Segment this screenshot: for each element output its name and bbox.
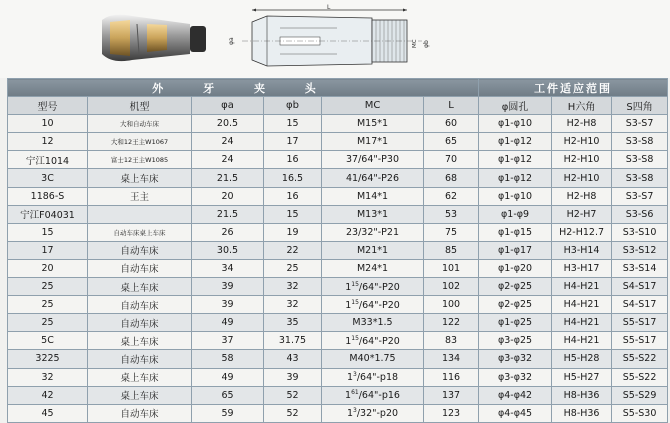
cell-round-hole: φ1-φ10 [479, 115, 552, 133]
cell-mc: $1^{61}/64"-p16$ [322, 386, 424, 404]
cell-hex: H3-H14 [552, 241, 612, 259]
cell-phi-b: 35 [264, 314, 322, 332]
cell-round-hole: φ1-φ12 [479, 133, 552, 151]
cell-machine: 自动车床 [88, 350, 192, 368]
header-phi-a: φa [192, 97, 264, 115]
cell-phi-b: 16.5 [264, 169, 322, 187]
cell-round-hole: φ1-φ9 [479, 205, 552, 223]
phi-b-label: φb [423, 40, 430, 48]
cell-square: S3-S14 [612, 259, 668, 277]
cell-phi-b: 25 [264, 259, 322, 277]
cell-l: 60 [424, 115, 479, 133]
cell-l: 116 [424, 368, 479, 386]
cell-phi-a: 20 [192, 187, 264, 205]
cell-l: 65 [424, 133, 479, 151]
cell-machine: 自动车床桌上车床 [88, 223, 192, 241]
cell-round-hole: φ4-φ45 [479, 404, 552, 422]
cell-hex: H5-H27 [552, 368, 612, 386]
cell-phi-a: 34 [192, 259, 264, 277]
cell-phi-a: 21.5 [192, 205, 264, 223]
cell-phi-a: 20.5 [192, 115, 264, 133]
cell-mc: M14*1 [322, 187, 424, 205]
cell-phi-a: 30.5 [192, 241, 264, 259]
cell-square: S5-S30 [612, 404, 668, 422]
cell-mc: M13*1 [322, 205, 424, 223]
cell-hex: H4-H21 [552, 314, 612, 332]
cell-phi-b: 52 [264, 404, 322, 422]
cell-hex: H4-H21 [552, 296, 612, 314]
cell-machine: 自动车床 [88, 296, 192, 314]
cell-machine: 王主 [88, 187, 192, 205]
table-row [8, 205, 668, 223]
cell-phi-b: 16 [264, 187, 322, 205]
cell-round-hole: φ1-φ12 [479, 169, 552, 187]
cell-hex: H4-H21 [552, 278, 612, 296]
cell-phi-a: 49 [192, 314, 264, 332]
cell-l: 75 [424, 223, 479, 241]
cell-phi-a: 58 [192, 350, 264, 368]
cell-round-hole: φ4-φ42 [479, 386, 552, 404]
table-row [8, 169, 668, 187]
cell-l: 122 [424, 314, 479, 332]
cell-mc: 23/32"-P21 [322, 223, 424, 241]
cell-l: 68 [424, 169, 479, 187]
cell-round-hole: φ1-φ10 [479, 187, 552, 205]
cell-l: 62 [424, 187, 479, 205]
cell-phi-a: 49 [192, 368, 264, 386]
cell-hex: H2-H7 [552, 205, 612, 223]
cell-machine: 桌上车床 [88, 278, 192, 296]
cell-model: 10 [8, 115, 88, 133]
cell-round-hole: φ1-φ20 [479, 259, 552, 277]
cell-l: 123 [424, 404, 479, 422]
cell-square: S3-S8 [612, 133, 668, 151]
cell-round-hole: φ1-φ25 [479, 314, 552, 332]
cell-square: S3-S8 [612, 169, 668, 187]
cell-l: 53 [424, 205, 479, 223]
cell-phi-a: 39 [192, 296, 264, 314]
table-row [8, 278, 668, 296]
cell-phi-b: 15 [264, 115, 322, 133]
cell-hex: H2-H10 [552, 169, 612, 187]
header-round-hole: φ圆孔 [479, 97, 552, 115]
cell-square: S4-S17 [612, 296, 668, 314]
cell-phi-b: 16 [264, 151, 322, 169]
cell-phi-b: 52 [264, 386, 322, 404]
cell-model: 25 [8, 278, 88, 296]
cell-model: 12 [8, 133, 88, 151]
cell-square: S4-S17 [612, 278, 668, 296]
header-hex: H六角 [552, 97, 612, 115]
table-row [8, 368, 668, 386]
cell-model: 42 [8, 386, 88, 404]
cell-hex: H8-H36 [552, 386, 612, 404]
collet-spec-table [7, 78, 668, 423]
table-header-row [8, 97, 668, 115]
cell-phi-b: 32 [264, 278, 322, 296]
cell-phi-a: 26 [192, 223, 264, 241]
table-row [8, 350, 668, 368]
header-machine: 机型 [88, 97, 192, 115]
collet-technical-drawing [222, 4, 442, 74]
cell-hex: H2-H10 [552, 133, 612, 151]
table-row [8, 241, 668, 259]
cell-mc: $1^{15}/64"-P20$ [322, 278, 424, 296]
table-row [8, 259, 668, 277]
cell-l: 101 [424, 259, 479, 277]
cell-phi-a: 24 [192, 151, 264, 169]
cell-square: S5-S17 [612, 314, 668, 332]
table-banner-row [8, 79, 668, 97]
table-row [8, 386, 668, 404]
cell-round-hole: φ3-φ32 [479, 350, 552, 368]
cell-model: 5C [8, 332, 88, 350]
cell-model: 25 [8, 314, 88, 332]
table-row [8, 332, 668, 350]
cell-mc: M24*1 [322, 259, 424, 277]
cell-mc: 37/64"-P30 [322, 151, 424, 169]
cell-l: 100 [424, 296, 479, 314]
cell-phi-b: 19 [264, 223, 322, 241]
cell-mc: 41/64"-P26 [322, 169, 424, 187]
cell-hex: H2-H8 [552, 115, 612, 133]
cell-phi-a: 24 [192, 133, 264, 151]
cell-machine: 自动车床 [88, 404, 192, 422]
cell-phi-a: 59 [192, 404, 264, 422]
cell-hex: H2-H12.7 [552, 223, 612, 241]
table-row [8, 115, 668, 133]
cell-model: 20 [8, 259, 88, 277]
cell-phi-b: 31.75 [264, 332, 322, 350]
table-row [8, 133, 668, 151]
cell-square: S5-S22 [612, 368, 668, 386]
cell-mc: $1^3/32"-p20$ [322, 404, 424, 422]
cell-machine: 桌上车床 [88, 169, 192, 187]
header-l: L [424, 97, 479, 115]
cell-mc: M21*1 [322, 241, 424, 259]
cell-mc: $1^3/64"-p18$ [322, 368, 424, 386]
banner-external-thread-collet: 外 牙 夹 头 [8, 79, 479, 97]
cell-round-hole: φ1-φ12 [479, 151, 552, 169]
cell-l: 137 [424, 386, 479, 404]
table-row [8, 151, 668, 169]
cell-square: S3-S7 [612, 115, 668, 133]
cell-square: S5-S17 [612, 332, 668, 350]
cell-round-hole: φ1-φ17 [479, 241, 552, 259]
cell-machine: 富士12王主W1085 [88, 151, 192, 169]
header-square: S四角 [612, 97, 668, 115]
cell-hex: H2-H10 [552, 151, 612, 169]
cell-phi-b: 15 [264, 205, 322, 223]
cell-model: 宁江F04031 [8, 205, 88, 223]
cell-model: 1186-S [8, 187, 88, 205]
cell-machine: 自动车床 [88, 241, 192, 259]
phi-a-label: φa [228, 37, 235, 45]
cell-phi-b: 32 [264, 296, 322, 314]
cell-hex: H4-H21 [552, 332, 612, 350]
table-row [8, 314, 668, 332]
cell-model: 宁江1014 [8, 151, 88, 169]
cell-machine: 自动车床 [88, 314, 192, 332]
mc-label: MC [412, 39, 418, 48]
cell-round-hole: φ3-φ32 [479, 368, 552, 386]
cell-square: S3-S10 [612, 223, 668, 241]
cell-round-hole: φ2-φ25 [479, 296, 552, 314]
cell-square: S3-S12 [612, 241, 668, 259]
cell-mc: M17*1 [322, 133, 424, 151]
cell-l: 70 [424, 151, 479, 169]
table-row [8, 223, 668, 241]
cell-phi-a: 21.5 [192, 169, 264, 187]
cell-phi-b: 22 [264, 241, 322, 259]
cell-mc: M33*1.5 [322, 314, 424, 332]
table-row [8, 404, 668, 422]
cell-model: 15 [8, 223, 88, 241]
cell-round-hole: φ3-φ25 [479, 332, 552, 350]
cell-hex: H8-H36 [552, 404, 612, 422]
cell-mc: M15*1 [322, 115, 424, 133]
cell-phi-a: 39 [192, 278, 264, 296]
banner-workpiece-range: 工件适应范围 [479, 79, 668, 97]
cell-l: 134 [424, 350, 479, 368]
cell-phi-b: 43 [264, 350, 322, 368]
cell-l: 102 [424, 278, 479, 296]
cell-mc: $1^{15}/64"-P20$ [322, 296, 424, 314]
cell-machine: 大和12王主W1067 [88, 133, 192, 151]
cell-hex: H2-H8 [552, 187, 612, 205]
cell-model: 25 [8, 296, 88, 314]
table-row [8, 296, 668, 314]
cell-phi-a: 37 [192, 332, 264, 350]
cell-model: 17 [8, 241, 88, 259]
collet-photo [92, 10, 210, 64]
header-phi-b: φb [264, 97, 322, 115]
cell-machine: 桌上车床 [88, 386, 192, 404]
cell-square: S3-S6 [612, 205, 668, 223]
cell-square: S3-S8 [612, 151, 668, 169]
header-mc: MC [322, 97, 424, 115]
cell-phi-a: 65 [192, 386, 264, 404]
cell-model: 45 [8, 404, 88, 422]
cell-square: S5-S22 [612, 350, 668, 368]
cell-round-hole: φ2-φ25 [479, 278, 552, 296]
product-illustration-area [0, 0, 670, 78]
cell-machine: 自动车床 [88, 259, 192, 277]
cell-square: S5-S29 [612, 386, 668, 404]
cell-hex: H5-H28 [552, 350, 612, 368]
cell-model: 3225 [8, 350, 88, 368]
cell-model: 3C [8, 169, 88, 187]
cell-l: 85 [424, 241, 479, 259]
table-row [8, 187, 668, 205]
cell-square: S3-S7 [612, 187, 668, 205]
header-model: 型号 [8, 97, 88, 115]
cell-machine: 大和自动车床 [88, 115, 192, 133]
cell-phi-b: 17 [264, 133, 322, 151]
cell-mc: $1^{15}/64"-P20$ [322, 332, 424, 350]
cell-mc: M40*1.75 [322, 350, 424, 368]
cell-phi-b: 39 [264, 368, 322, 386]
length-label: L [327, 4, 331, 11]
cell-model: 32 [8, 368, 88, 386]
cell-machine: 桌上车床 [88, 332, 192, 350]
cell-l: 83 [424, 332, 479, 350]
cell-machine [88, 205, 192, 223]
cell-hex: H3-H17 [552, 259, 612, 277]
cell-round-hole: φ1-φ15 [479, 223, 552, 241]
cell-machine: 桌上车床 [88, 368, 192, 386]
